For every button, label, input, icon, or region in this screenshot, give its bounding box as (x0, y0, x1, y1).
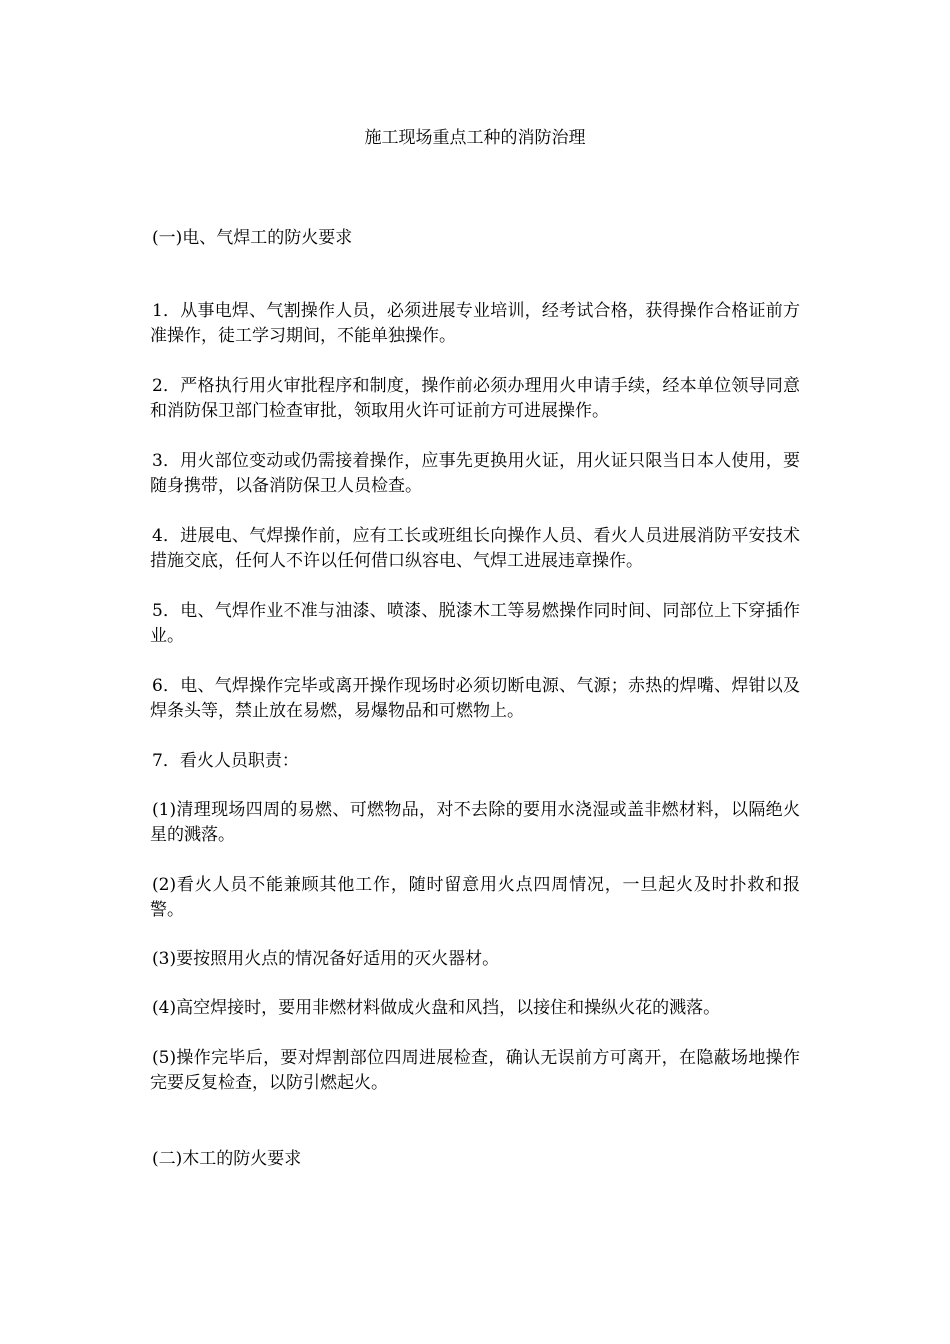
paragraph-item-6 (150, 674, 800, 724)
paragraph-subitem-4 (150, 996, 800, 1021)
paragraph-item-7 (150, 749, 800, 774)
paragraph-text: 5．电、气焊作业不准与油漆、喷漆、脱漆木工等易燃操作同时间、同部位上下穿插作业。 (150, 601, 800, 646)
paragraph-item-5 (150, 599, 800, 649)
document-title: 施工现场重点工种的消防治理 (364, 128, 586, 148)
paragraph-item-2 (150, 374, 800, 424)
paragraph-text: 4．进展电、气焊操作前，应有工长或班组长向操作人员、看火人员进展消防平安技术措施交底，任何人不许以任何借口纵容电、气焊工进展违章操作。 (150, 526, 800, 571)
paragraph-text: (1)清理现场四周的易燃、可燃物品，对不去除的要用水浇湿或盖非燃材料，以隔绝火星的溅落。 (150, 800, 800, 845)
paragraph-item-3 (150, 449, 800, 499)
paragraph-subitem-1 (150, 798, 800, 848)
paragraph-subitem-3 (150, 947, 800, 972)
section-heading-welding: (一)电、气焊工的防火要求 (152, 228, 353, 248)
section-heading-carpentry: (二)木工的防火要求 (152, 1149, 302, 1169)
paragraph-text: 2．严格执行用火审批程序和制度，操作前必须办理用火申请手续，经本单位领导同意和消防保卫部门检查审批，领取用火许可证前方可进展操作。 (150, 376, 800, 421)
paragraph-text: 3．用火部位变动或仍需接着操作，应事先更换用火证，用火证只限当日本人使用，要随身携带，以备消防保卫人员检查。 (150, 451, 800, 496)
paragraph-subitem-2 (150, 873, 800, 923)
paragraph-text: (4)高空焊接时，要用非燃材料做成火盘和风挡，以接住和操纵火花的溅落。 (152, 998, 721, 1018)
paragraph-text: 6．电、气焊操作完毕或离开操作现场时必须切断电源、气源；赤热的焊嘴、焊钳以及焊条头等，禁止放在易燃，易爆物品和可燃物上。 (150, 676, 800, 721)
paragraph-text: (3)要按照用火点的情况备好适用的灭火器材。 (152, 949, 500, 969)
paragraph-item-1 (150, 299, 800, 349)
paragraph-text: 7．看火人员职责： (152, 751, 299, 771)
paragraph-text: 1．从事电焊、气割操作人员，必须进展专业培训，经考试合格，获得操作合格证前方准操作，徒工学习期间，不能单独操作。 (150, 301, 800, 346)
paragraph-item-4 (150, 524, 800, 574)
paragraph-subitem-5 (150, 1046, 800, 1096)
paragraph-text: (2)看火人员不能兼顾其他工作，随时留意用火点四周情况，一旦起火及时扑救和报警。 (150, 875, 800, 920)
paragraph-text: (5)操作完毕后，要对焊割部位四周进展检查，确认无误前方可离开，在隐蔽场地操作完要反复检查，以防引燃起火。 (150, 1048, 800, 1093)
